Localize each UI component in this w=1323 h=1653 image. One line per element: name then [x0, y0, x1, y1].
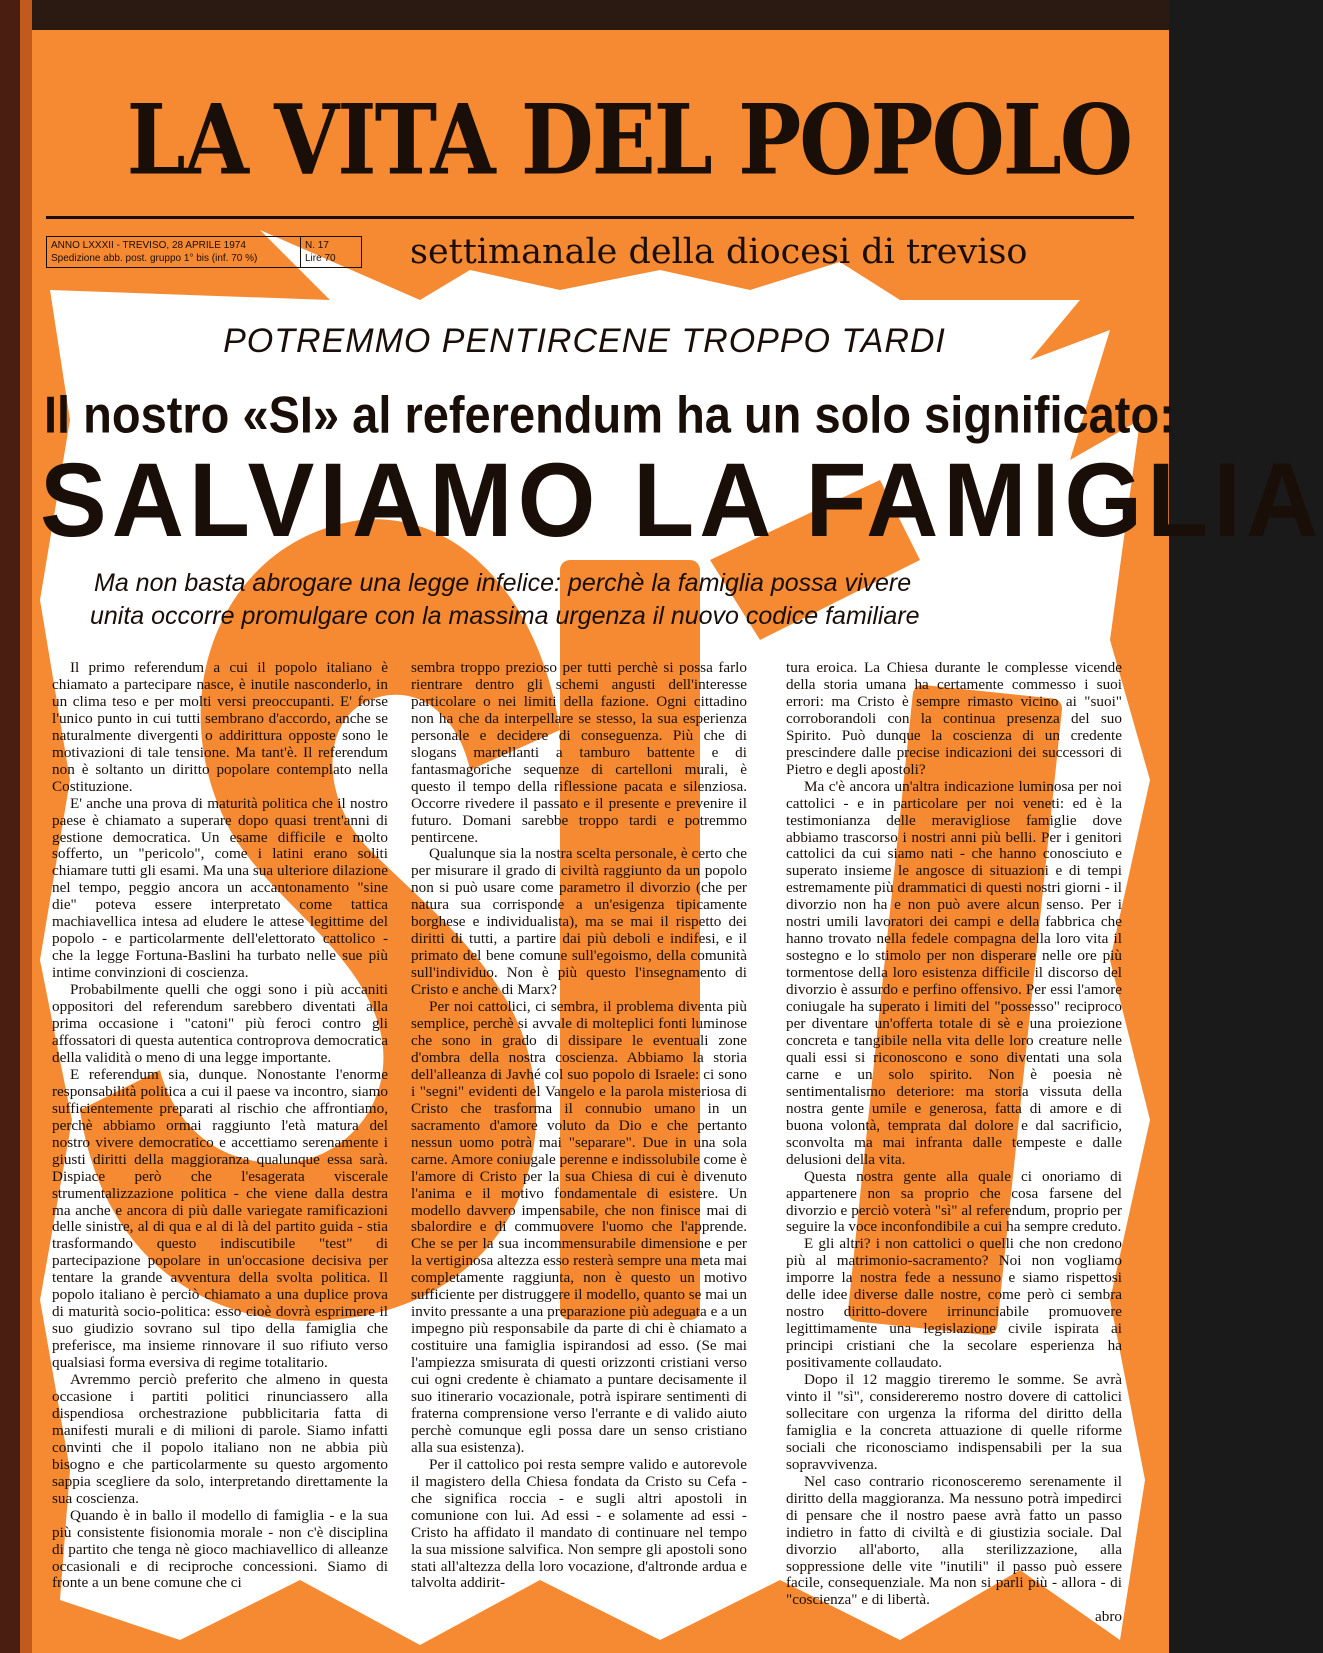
article-paragraph: tura eroica. La Chiesa durante le complesse vicende della storia umana ha certamente commesso i suoi errori: ma Cristo è sempre rimasto vicino ai "suoi" corroborandoli con la continua presenza del suo Spirito. Può dunque la coscienza di un credente prescindere dalle precise indicazioni dei successori di Pietro e degli apostoli? — [786, 659, 1122, 778]
article-paragraph: E gli altri? i non cattolici o quelli che non credono più al matrimonio-sacramento? Noi non vogliamo imporre la nostra fede a nessuno e siamo rispettosi delle idee diverse dalle nostre, come però ci sembra nostro diritto-dovere irrinunciabile promuovere legittimamente una legislazione civile ispirata ai principi cristiani che la secolare esperienza ha positivamente collaudato. — [786, 1235, 1122, 1372]
article-paragraph: Dopo il 12 maggio tireremo le somme. Se avrà vinto il "sì", considereremo nostro dovere di cattolici sollecitare con urgenza la riforma del diritto della famiglia e la concreta attuazione di quelle riforme sociali che riconosciamo indispensabili per la sua sopravvivenza. — [786, 1371, 1122, 1473]
issue-info-left — [47, 237, 301, 267]
deck-line: unita occorre promulgare con la massima urgenza il nuovo codice familiare — [90, 602, 920, 630]
masthead-subtitle: settimanale della diocesi di treviso — [410, 232, 1028, 272]
article-paragraph: Per noi cattolici, ci sembra, il problema diventa più semplice, perchè si avvale di molteplici fonti luminose che sono in grado di dissipare le eventuali zone d'ombra della nostra coscienza. Abbiamo la storia dell'alleanza di Javhé col suo popolo di Israele: ci sono i "segni" evidenti del Vangelo e la parola misteriosa di Cristo che trasforma il connubio umano in un sacramento d'amore voluto da Dio e che pertanto nessun uomo potrà mai "separare". Due in una sola carne. Amore coniugale perenne e indissolubile come è l'amore di Cristo per la sua Chiesa di cui è divenuto l'anima e il motivo fondamentale di esistere. Un modello davvero impensabile, che non finisce mai di sbalordire e di commuovere l'uomo che l'apprende. Che se per la sua incommensurabile dimensione e per la vertiginosa altezza esso resterà sempre una meta mai completamente raggiunta, non è questo un motivo sufficiente per distruggere il modello, quanto se mai un invito pressante a una preparazione più adeguata e a un impegno più responsabile da parte di chi è chiamato a costituire una famiglia ispirandosi ad esso. (Se mai l'ampiezza smisurata di questi orizzonti cristiani verso cui ogni credente è chiamato a puntare decisamente il suo itinerario vocazionale, potrà ispirare sentimenti di fraterna comprensione verso l'errante e di valido aiuto perchè comunque egli possa dare un senso cristiano alla sua esistenza). — [411, 998, 747, 1456]
article-deck — [90, 567, 920, 633]
deck-line: Ma non basta abrogare una legge infelice: perchè la famiglia possa vivere — [94, 569, 912, 597]
article-paragraph: Ma c'è ancora un'altra indicazione luminosa per noi cattolici - e in particolare per noi veneti: ed è la testimonianza delle meravigliose famiglie dove abbiamo trascorso i nostri anni più belli. Per i genitori cattolici da cui siamo nati - che hanno conosciuto e superato insieme le angosce di situazioni e di tempi estremamente più drammatici di questi nostri giorni - il divorzio non ha e non può avere alcun senso. Per i nostri umili lavoratori dei campi e della fabbrica che hanno trovato nella fedele compagna della loro vita il sostegno e lo stimolo per non disperare nelle ore più tormentose della loro esistenza difficile il discorso del divorzio è assurdo e perfino offensivo. Per essi l'amore coniugale ha superato i limiti del "possesso" reciproco per diventare un'offerta totale di sè e una proiezione concreta e tangibile nella vita delle loro creature nelle quali essi si riconoscono e sono diventati una sola carne e un solo spirito. Non è poesia nè sentimentalismo deteriore: ma storia vissuta della nostra gente umile e generosa, fatta di amore e di buona volontà, temprata dal dolore e dal sacrificio, sconvolta ma mai infranta dalle tempeste e dalle delusioni della vita. — [786, 777, 1122, 1168]
continuation-marker: abro — [1095, 1608, 1122, 1626]
article-paragraph: E' anche una prova di maturità politica che il nostro paese è chiamato a superare dopo quasi trent'anni di gestione democratica. Un esame difficile e molto sofferto, un "pericolo", come i latini erano soliti chiamare tutti gli esami. Ma una sua ulteriore dilazione nel tempo, peggio ancora un accantonamento "sine die" poteva essere interpretato come tattica machiavellica intesa ad eludere le attese legittime del popolo - e particolarmente dell'elettorato cattolico - che la legge Fortuna-Baslini ha turbato nelle sue più intime convinzioni di coscienza. — [52, 794, 388, 982]
binding-edge — [0, 0, 20, 1653]
article-paragraph: sembra troppo prezioso per tutti perchè si possa farlo rientrare dentro gli schemi angusti dell'interesse particolare o nei limiti della fazione. Ogni cittadino non ha che da interpellare se stesso, la sua esperienza personale e decidere di conseguenza. Più che di slogans martellanti a tamburo battente e di fantasmagoriche sequenze di cartelloni murali, è questo il tempo della riflessione pacata e silenziosa. Occorre rivedere il passato e il presente e prevenire il futuro. Domani sarebbe troppo tardi e potremmo pentircene. — [411, 659, 747, 846]
article-paragraph: Quando è in ballo il modello di famiglia - e la sua più consistente fisionomia morale - non c'è disciplina di partito che tenga nè gioco machiavellico di alleanze occasionali e di reciproche concessioni. Siamo di fronte a un bene comune che ci — [52, 1506, 388, 1592]
article-paragraph: Avremmo perciò preferito che almeno in questa occasione i partiti politici rinunciassero alla dispendiosa orchestrazione pubblicitaria fatta di manifesti murali e di milioni di parole. Siamo infatti convinti che il popolo italiano non ne abbia più bisogno e che particolarmente su questo argomento sappia scegliere da solo, interpretando direttamente la sua coscienza. — [52, 1371, 388, 1507]
masthead-rule — [46, 216, 1134, 219]
issue-price: Lire 70 — [305, 253, 336, 264]
article-paragraph: E referendum sia, dunque. Nonostante l'enorme responsabilità politica a cui il paese va incontro, siamo sufficientemente preparati al rischio che affrontiamo, perchè abbiamo ormai raggiunto l'età matura del nostro vivere democratico e accettiamo serenamente i giusti diritti della maggioranza qualunque essa sarà. Dispiace però che l'esagerata viscerale strumentalizzazione politica - che viene dalla destra ma anche e ancora di più dalle variegate ramificazioni delle sinistre, al di qua e al di là del partito guida - stia trasformando questo indiscutibile "test" di partecipazione popolare in un'occasione decisiva per tentare la grande avventura della svolta politica. Il popolo italiano è perciò chiamato a una duplice prova di maturità socio-politica: esso cioè dovrà esprimere il suo giudizio sovrano sul tipo della famiglia che preferisce, ma insieme rinnovare il suo rifiuto verso qualsiasi forma eversiva di regime totalitario. — [52, 1065, 388, 1372]
issue-info-right — [301, 237, 361, 267]
article-paragraph: Il primo referendum a cui il popolo italiano è chiamato a partecipare nasce, è inutile nasconderlo, in un clima teso e per molti versi preoccupanti. E' forse l'unico punto in cui tutti sembrano d'accordo, anche se naturalmente divergenti o addirittura opposte sono le motivazioni di tale tensione. Ma tant'è. Il referendum non è soltanto un diritto popolare contemplato nella Costituzione. — [52, 659, 388, 795]
article-column-1 — [52, 660, 388, 1650]
article-paragraph: Per il cattolico poi resta sempre valido e autorevole il magistero della Chiesa fondata da Cristo su Cefa - che significa roccia - e sugli altri apostoli in comunione con lui. Ad essi - e solamente ad essi - Cristo ha affidato il mandato di continuare nel tempo la sua missione salvifica. Non sempre gli apostoli sono stati all'altezza della loro vocazione, d'altronde ardua e talvolta addirit- — [411, 1455, 747, 1592]
article-paragraph: Qualunque sia la nostra scelta personale, è certo che per misurare il grado di civiltà raggiunto da un popolo non si può usare come parametro il divorzio (che per natura sua corrisponde a un'esigenza tipicamente borghese e individualista), ma se mai il rispetto dei diritti di tutti, a partire dai più deboli e indifesi, e il primato del bene comune sull'egoismo, della comunità sull'individuo. Non è più questo l'insegnamento di Cristo e anche di Marx? — [411, 845, 747, 999]
article-paragraph: Questa nostra gente alla quale ci onoriamo di appartenere non sa proprio che cosa farsene del divorzio e perciò voterà "sì" al referendum, proprio per seguire la voce inconfondibile a cui ha sempre creduto. — [786, 1167, 1122, 1236]
issue-number: N. 17 — [305, 240, 329, 251]
issue-info-box — [46, 236, 362, 268]
binding-shadow — [20, 0, 32, 1653]
article-paragraph: Nel caso contrario riconosceremo serenamente il diritto della maggioranza. Ma nessuno potrà impedirci di pensare che il nostro paese avrà fatto un passo indietro in fatto di civiltà e di giustizia sociale. Dal divorzio all'aborto, alla sterilizzazione, alla soppressione delle vite "inutili" il passo può essere facile, consequenziale. Ma non si parli più - allora - di "coscienza" e di libertà. — [786, 1472, 1122, 1609]
masthead-title: LA VITA DEL POPOLO — [126, 82, 1131, 197]
postal-info: Spedizione abb. post. gruppo 1° bis (inf. 70 %) — [51, 253, 258, 264]
issue-date: ANNO LXXXII - TREVISO, 28 APRILE 1974 — [51, 240, 246, 251]
article-main-title: SALVIAMO LA FAMIGLIA — [40, 441, 1323, 560]
article-headline: Il nostro «SI» al referendum ha un solo significato: — [44, 385, 1175, 444]
article-paragraph: Probabilmente quelli che oggi sono i più accaniti oppositori del referendum sarebbero diventati alla prima occasione i "catoni" più feroci contro gli affossatori di questa autentica controprova democratica della validità o meno di una legge importante. — [52, 981, 388, 1066]
article-column-3 — [786, 660, 1122, 1650]
article-kicker: POTREMMO PENTIRCENE TROPPO TARDI — [223, 322, 946, 360]
article-column-2 — [411, 660, 747, 1650]
